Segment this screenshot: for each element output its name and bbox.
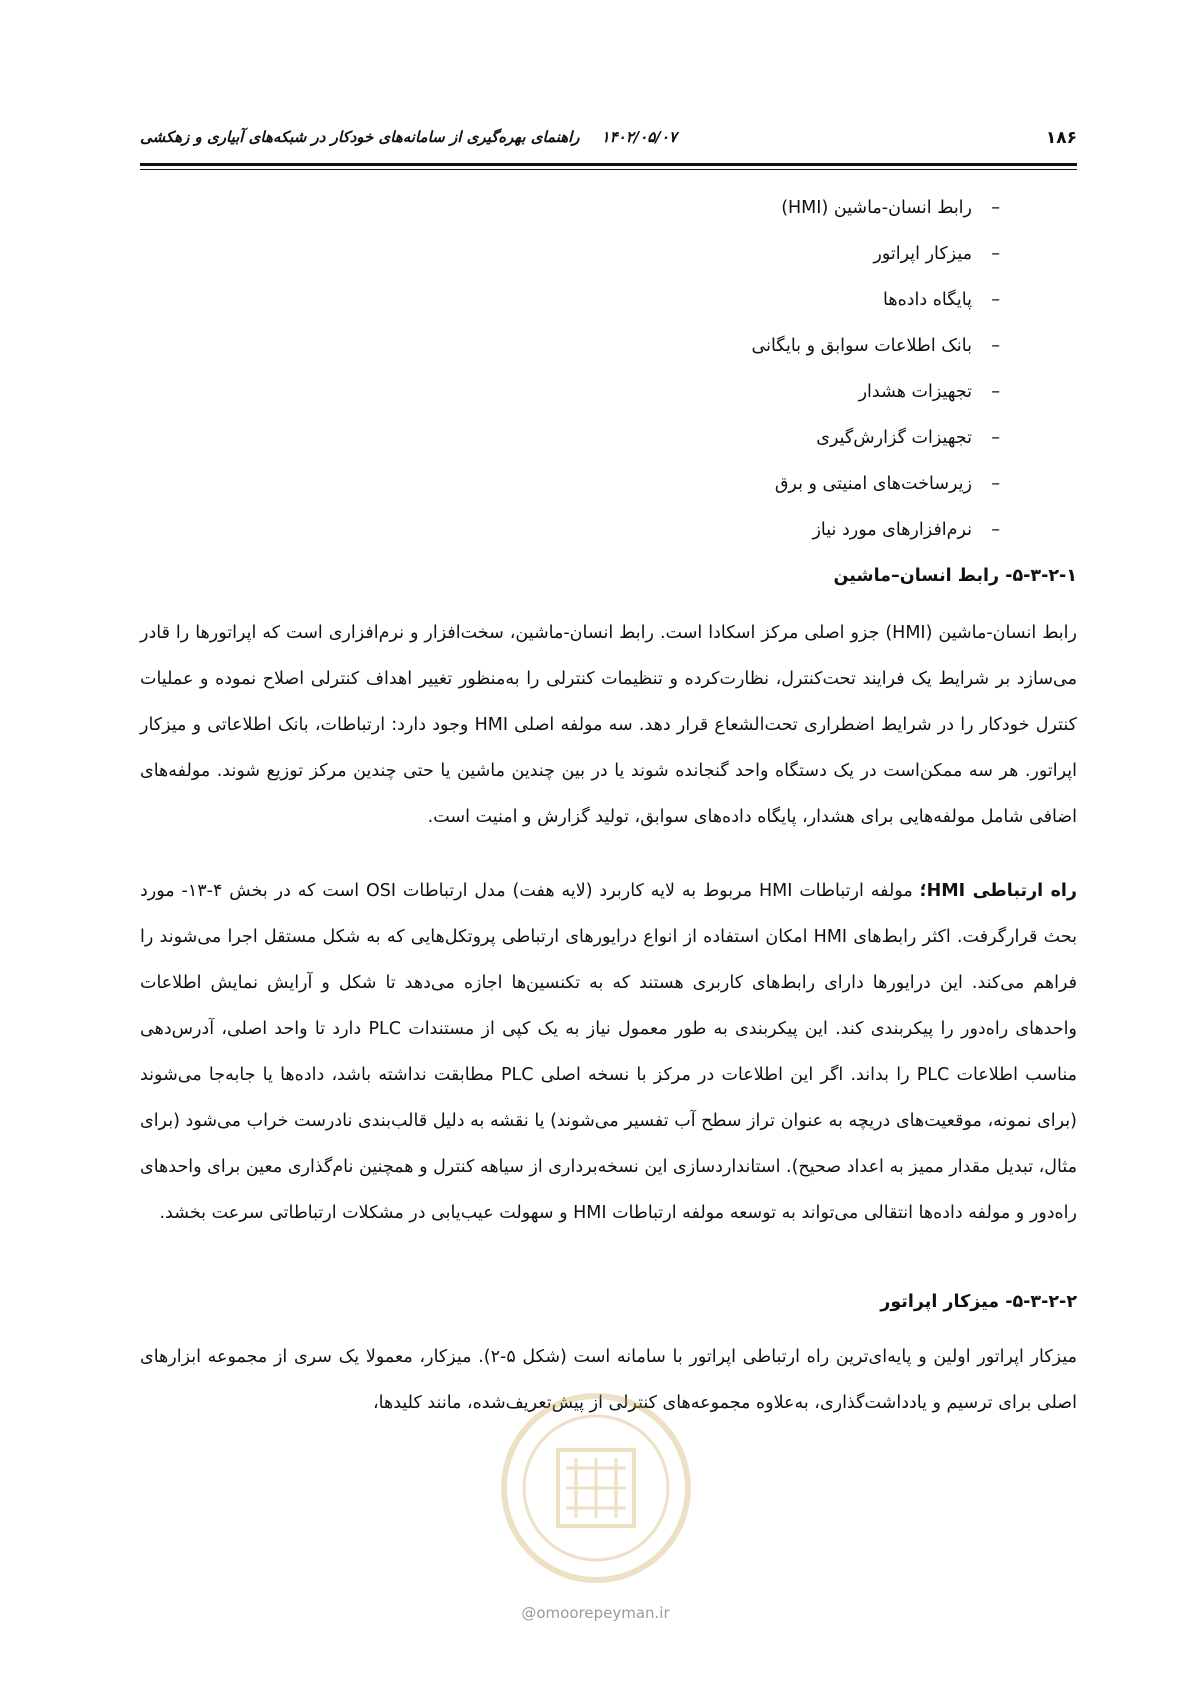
header-rule	[140, 163, 1077, 166]
watermark-seal-icon	[496, 1388, 696, 1588]
section-heading-hmi: ۵-۳-۲-۱- رابط انسان–ماشین	[833, 566, 1077, 586]
paragraph-hmi-comm: راه ارتباطی HMI؛ مولفه ارتباطات HMI مربوط به لایه کاربرد (لایه هفت) مدل ارتباطات OSI است که در بخش ۴-۱۳- مورد بحث قرارگرفت. اکثر رابط‌های HMI امکان استفاده از انواع درایورهای ارتباطی پروتکل‌هایی که به شکل مستقل اجرا می‌شوند را فراهم می‌کند. این درایورها دارای رابط‌های کاربری هستند که به تکنسین‌ها اجازه می‌دهد تا شکل و آرایش نمایش اطلاعات واحدهای راه‌دور را پیکربندی کند. این پیکربندی به طور معمول نیاز به یک کپی از مستندات PLC دارد تا واحد اصلی، آدرس‌دهی مناسب اطلاعات PLC را بداند. اگر این اطلاعات در مرکز با نسخه اصلی PLC مطابقت نداشته باشد، داده‌ها یا جابه‌جا می‌شوند (برای نمونه، موقعیت‌های دریچه به عنوان تراز سطح آب تفسیر می‌شوند) یا نقشه به دلیل قالب‌بندی نادرست خراب می‌شود (برای مثال، تبدیل مقدار ممیز به اعداد صحیح). استانداردسازی این نسخه‌برداری از سیاهه کنترل و همچنین نام‌گذاری معین برای واحدهای راه‌دور و مولفه داده‌ها انتقالی می‌تواند به توسعه مولفه ارتباطات HMI و سهولت عیب‌یابی در مشکلات ارتباطاتی سرعت بخشد.	[140, 881, 1077, 1223]
component-list	[752, 188, 1000, 556]
page-number: ۱۸۶	[1045, 128, 1077, 148]
page-header	[140, 128, 1077, 162]
paragraph-hmi-intro: رابط انسان-ماشین (HMI) جزو اصلی مرکز اسکادا است. رابط انسان-ماشین، سخت‌افزار و نرم‌افزاری است که اپراتورها را قادر می‌سازد بر شرایط یک فرایند تحت‌کنترل، نظارت‌کرده و تنظیمات کنترلی را به‌منظور تغییر اهداف کنترلی اصلاح نموده و عملیات کنترل خودکار را در شرایط اضطراری تحت‌الشعاع قرار دهد. سه مولفه اصلی HMI وجود دارد: ارتباطات، بانک اطلاعاتی و میزکار اپراتور. هر سه ممکن‌است در یک دستگاه واحد گنجانده شوند یا در بین چندین ماشین یا حتی چندین مرکز توزیع شوند. مولفه‌های اضافی شامل مولفه‌هایی برای هشدار، پایگاه داده‌های سوابق، تولید گزارش و امنیت است.	[140, 623, 1077, 827]
running-title	[140, 128, 677, 146]
list-item: –بانک اطلاعات سوابق و بایگانی	[751, 336, 1000, 356]
list-item: –نرم‌افزارهای مورد نیاز	[812, 520, 1000, 540]
list-item: –رابط انسان-ماشین (HMI)	[781, 198, 1000, 218]
paragraph-workstation: میزکار اپراتور اولین و پایه‌ای‌ترین راه ارتباطی اپراتور با سامانه است (شکل ۵-۲). میزکار، معمولا یک سری از مجموعه ابزارهای اصلی برای ترسیم و یادداشت‌گذاری، به‌علاوه مجموعه‌های کنترلی از پیش‌تعریف‌شده، مانند کلیدها،	[140, 1347, 1077, 1413]
list-item: –تجهیزات هشدار	[858, 382, 1000, 402]
watermark-site: @omoorepeyman.ir	[521, 1604, 670, 1622]
header-rule-thin	[140, 169, 1077, 170]
list-item: –زیرساخت‌های امنیتی و برق	[774, 474, 1000, 494]
section-heading-workstation: ۵-۳-۲-۲- میزکار اپراتور	[880, 1292, 1077, 1312]
list-item: –تجهیزات گزارش‌گیری	[816, 428, 1000, 448]
paragraph-lead: راه ارتباطی HMI؛	[919, 881, 1077, 901]
list-item: –میزکار اپراتور	[873, 244, 1000, 264]
running-title-text: راهنمای بهره‌گیری از سامانه‌های خودکار در شبکه‌های آبیاری و زهکشی	[140, 128, 580, 146]
list-item: –پایگاه داده‌ها	[883, 290, 1000, 310]
header-date: ۱۴۰۲/۰۵/۰۷	[601, 128, 677, 146]
